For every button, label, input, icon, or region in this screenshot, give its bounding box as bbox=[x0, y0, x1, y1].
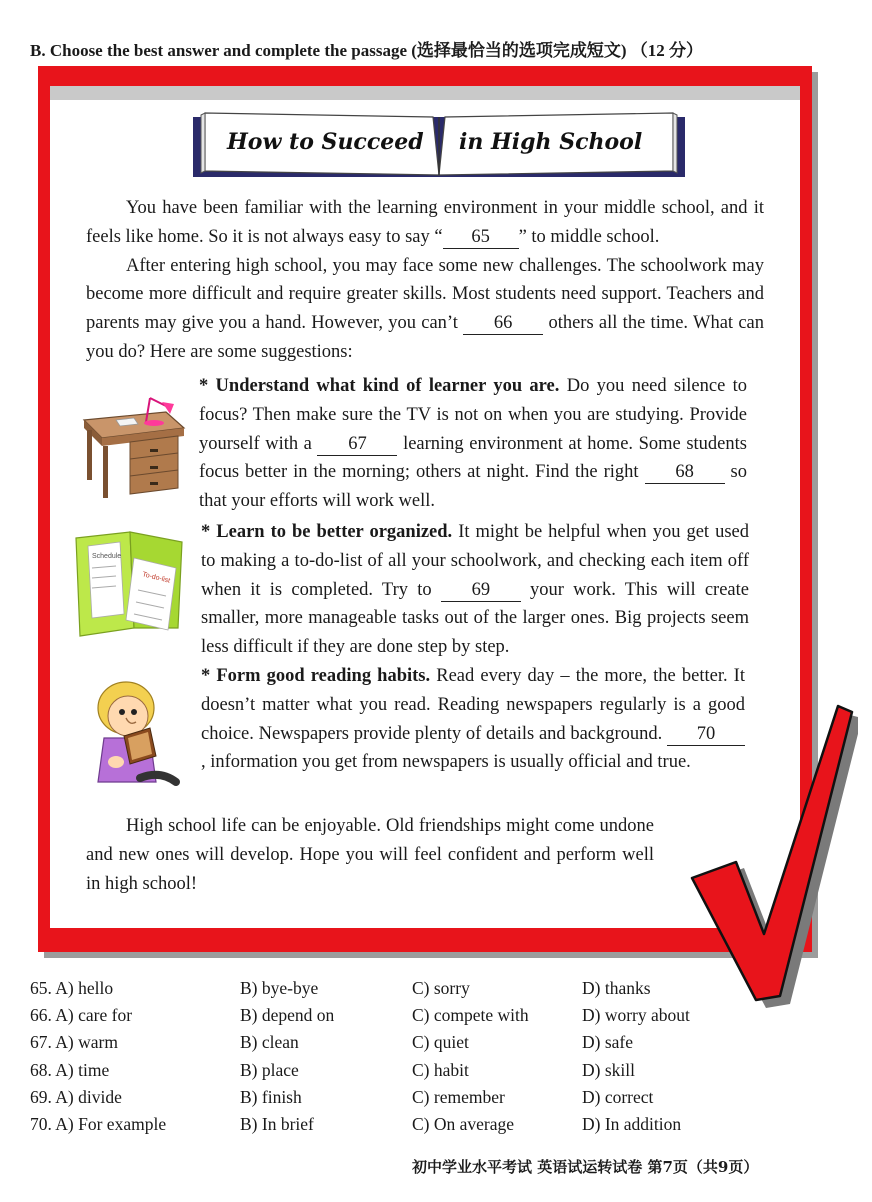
suggestion-3: * Form good reading habits. Read every day – the more, the better. It doesn’t matter what you read. Reading newspapers regularly is a good choice. Newspapers provide plenty of details and background. 70, information you get from newspapers is usually official and true. bbox=[201, 666, 745, 773]
option-d: D) In addition bbox=[582, 1113, 682, 1134]
blank-66: 66 bbox=[463, 312, 543, 335]
section-title: B. Choose the best answer and complete the passage (选择最恰当的选项完成短文) （12 分） bbox=[30, 41, 704, 60]
blank-65: 65 bbox=[443, 226, 519, 249]
option-d: D) skill bbox=[582, 1059, 635, 1080]
blank-70: 70 bbox=[667, 723, 745, 746]
book-title-graphic bbox=[193, 111, 685, 181]
option-b: B) place bbox=[240, 1059, 299, 1080]
option-c: C) compete with bbox=[412, 1005, 529, 1026]
reading-boy-icon bbox=[80, 678, 184, 794]
paragraph-2: After entering high school, you may face some new challenges. The schoolwork may become more difficult and require greater skills. Most students need support. Teachers and parents may give you a hand. However, you can’t 66 others all the time. What can you do? Here are some suggestions: bbox=[86, 255, 764, 362]
option-a: 69. A) divide bbox=[30, 1086, 122, 1107]
intro-paragraphs bbox=[86, 194, 764, 367]
reader-picture bbox=[80, 678, 184, 799]
suggestion-2-heading: * Learn to be better organized. bbox=[201, 522, 453, 542]
option-c: C) On average bbox=[412, 1113, 515, 1134]
option-d: D) correct bbox=[582, 1086, 654, 1107]
option-c: C) remember bbox=[412, 1086, 505, 1107]
desk-icon bbox=[74, 392, 186, 500]
svg-text:To-do-list: To-do-list bbox=[141, 571, 171, 585]
option-a: 70. A) For example bbox=[30, 1113, 167, 1134]
to-do-list-folder-icon bbox=[72, 528, 190, 640]
option-d: D) worry about bbox=[582, 1005, 690, 1026]
option-a: 68. A) time bbox=[30, 1059, 110, 1080]
folder-picture bbox=[72, 528, 190, 645]
svg-text:Schedule: Schedule bbox=[92, 553, 122, 560]
red-checkmark bbox=[682, 700, 858, 1015]
option-d: D) thanks bbox=[582, 978, 651, 998]
suggestion-1-heading: * Understand what kind of learner you are. bbox=[199, 376, 560, 396]
page-footer: 初中学业水平考试 英语试运转试卷 第7页（共9页） bbox=[412, 1158, 759, 1176]
blank-67: 67 bbox=[317, 433, 397, 456]
suggestion-2: * Learn to be better organized. It might be helpful when you get used to making a to-do-list of all your schoolwork, and checking each item off when it is completed. Try to 69 your work. This will create smaller, more manageable tasks out of the larger ones. Big projects seem less difficult if they are done step by step. bbox=[201, 522, 749, 658]
suggestion-3-heading: * Form good reading habits. bbox=[201, 666, 431, 686]
option-a: 66. A) care for bbox=[30, 1005, 133, 1026]
option-b: B) finish bbox=[240, 1086, 302, 1107]
option-a: 67. A) warm bbox=[30, 1032, 118, 1053]
blank-69: 69 bbox=[441, 579, 521, 602]
paragraph-1: You have been familiar with the learning environment in your middle school, and it feels like home. So it is not always easy to say “ 65 ” to middle school. bbox=[86, 198, 764, 247]
book-title-left: How to Succeed bbox=[227, 129, 424, 155]
desk-picture bbox=[74, 392, 186, 505]
option-c: C) quiet bbox=[412, 1032, 469, 1053]
checkmark-icon bbox=[682, 700, 858, 1010]
option-b: B) bye-bye bbox=[240, 978, 319, 998]
blank-68: 68 bbox=[645, 461, 725, 484]
option-c: C) habit bbox=[412, 1059, 469, 1080]
option-b: B) clean bbox=[240, 1032, 299, 1053]
option-c: C) sorry bbox=[412, 978, 470, 998]
option-b: B) In brief bbox=[240, 1113, 314, 1134]
concluding-paragraph: High school life can be enjoyable. Old friendships might come undone and new ones will develop. Hope you will feel confident and perform well in high school! bbox=[86, 816, 654, 894]
option-a: 65. A) hello bbox=[30, 978, 114, 998]
option-d: D) safe bbox=[582, 1032, 634, 1053]
suggestion-1: * Understand what kind of learner you are. Do you need silence to focus? Then make sure the TV is not on when you are studying. Provide yourself with a 67 learning environment at home. Some students focus better in the morning; others at night. Find the right 68 so that your efforts will work well. bbox=[199, 376, 747, 512]
option-b: B) depend on bbox=[240, 1005, 335, 1026]
book-title-right: in High School bbox=[459, 129, 643, 155]
